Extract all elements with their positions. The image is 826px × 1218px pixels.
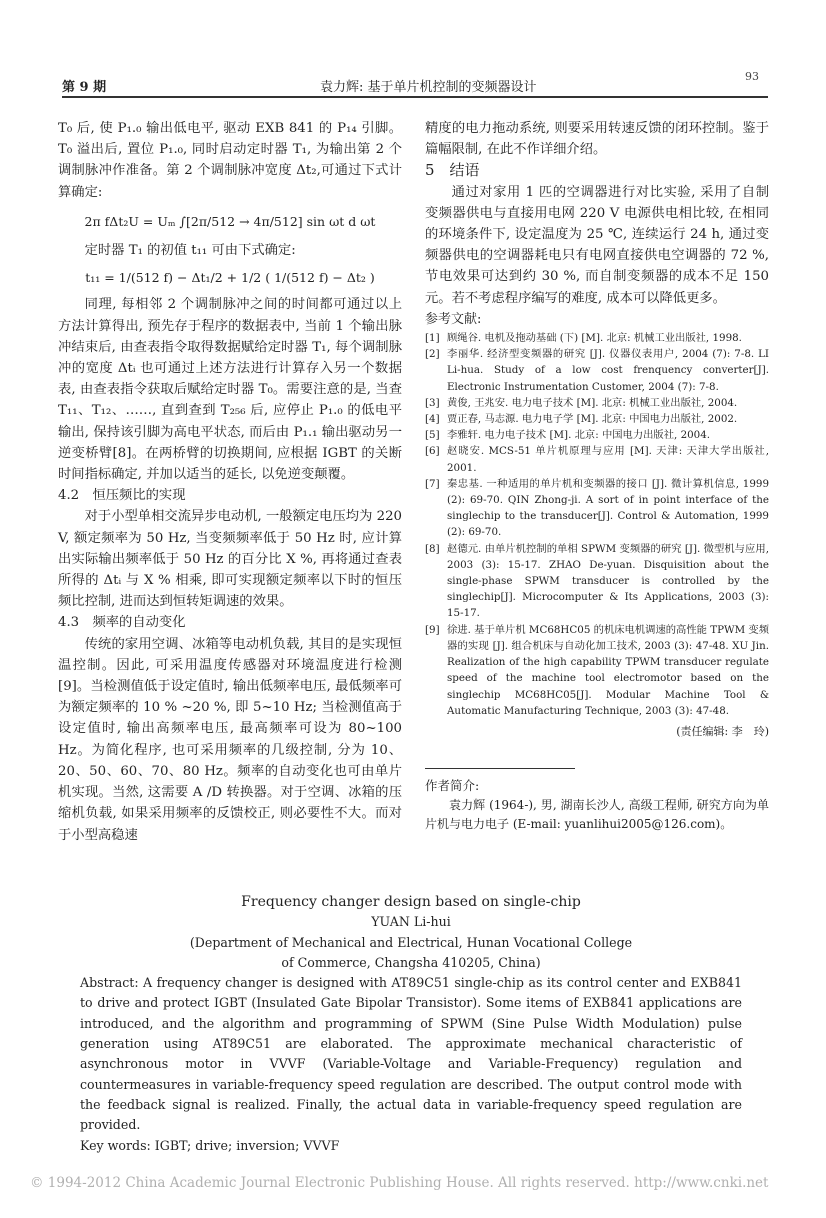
author-divider xyxy=(425,768,575,769)
reference-item: [6] 赵晓安. MCS-51 单片机原理与应用 [M]. 天津: 天津大学出版社, 2001. xyxy=(425,445,769,474)
paragraph: 传统的家用空调、冰箱等电动机负载, 其目的是实现恒温控制。因此, 可采用温度传感器对环境温度进行检测[9]。当检测值低于设定值时, 输出低频率电压, 最低频率可为额定频率的 10 % ~20 %, 即 5~10 Hz; 当检测值高于设定值时, 输出高频率电压, 最高频率可设为 80~100 Hz。为简化程序, 也可采用频率的几级控制, 分为 10、20、50、60、70、80 Hz。频率的自动变化也可由单片机实现。当然, 这需要 A /D 转换器。对于空调、冰箱的压缩机负载, 如果采用频率的反馈校正, 则必要性不大。而对于小型高稳速 xyxy=(58,636,402,843)
reference-item: [3] 黄俊, 王兆安. 电力电子技术 [M]. 北京: 机械工业出版社, 2004. xyxy=(425,396,738,409)
reference-item: [2] 李丽华. 经济型变频器的研究 [J]. 仪器仪表用户, 2004 (7): 7-8. LI Li-hua. Study of a low cost frenquency converter[J]. Electronic Instrumentation Customer, 2004 (7): 7-8. xyxy=(425,348,769,393)
english-affiliation: of Commerce, Changsha 410205, China) xyxy=(281,954,541,970)
references-list xyxy=(425,330,769,719)
english-abstract: Abstract: A frequency changer is designed with AT89C51 single-chip as its control center and EXB841 to drive and protect IGBT (Insulated Gate Bipolar Transistor). Some items of EXB841 applications are introduced, and the algorithm and programming of SPWM (Sine Pulse Width Modulation) pulse generation using AT89C51 are elaborated. The approximate mechanical characteristic of asynchronous motor in VVVF (Variable-Voltage and Variable-Frequency) regulation and countermeasures in variable-frequency speed regulation are described. The output control mode with the feedback signal is realized. Finally, the actual data in variable-frequency speed regulation are provided. xyxy=(80,975,742,1133)
reference-item: [9] 徐进. 基于单片机 MC68HC05 的机床电机调速的高性能 TPWM 变频器的实现 [J]. 组合机床与自动化加工技术, 2003 (3): 47-48. XU Jin. Realization of the high capability TPWM transducer regulate speed of the machine tool electromotor based on the singlechip MC68HC05[J]. Modular Machine Tool & Automatic Manufacturing Technique, 2003 (3): 47-48. xyxy=(425,623,769,717)
copyright-footer: © 1994-2012 China Academic Journal Electronic Publishing House. All rights reserved. http://www.cnki.net xyxy=(30,1175,769,1191)
reference-item: [7] 秦忠基. 一种适用的单片机和变频器的接口 [J]. 微计算机信息, 1999 (2): 69-70. QIN Zhong-ji. A sort of in point interface of the singlechip to the transducer[J]. Control & Automation, 1999 (2): 69-70. xyxy=(425,477,769,539)
formula: 2π fΔt₂U = Uₘ ∫[2π/512 → 4π/512] sin ωt d ωt xyxy=(84,213,376,229)
author-info: 袁力辉 (1964-), 男, 湖南长沙人, 高级工程师, 研究方向为单片机与电力电子 (E-mail: yuanlihui2005@126.com)。 xyxy=(425,798,769,832)
english-title: Frequency changer design based on single-chip xyxy=(241,894,581,910)
reference-item: [5] 李雅轩. 电力电子技术 [M]. 北京: 中国电力出版社, 2004. xyxy=(425,429,711,442)
english-affiliation: (Department of Mechanical and Electrical, Hunan Vocational College xyxy=(189,934,633,950)
paragraph: 通过对家用 1 匹的空调器进行对比实验, 采用了自制变频器供电与直接用电网 220 V 电源供电相比较, 在相同的环境条件下, 设定温度为 25 ℃, 连续运行 24 h, 通过变频器供电的空调器耗电只有电网直接供电空调器的 72 %, 节电效果可达到约 30 %, 而自制变频器的成本不足 150 元。若不考虑程序编写的难度, 成本可以降低更多。 xyxy=(425,184,769,306)
reference-item: [8] 赵德元. 由单片机控制的单相 SPWM 变频器的研究 [J]. 微型机与应用, 2003 (3): 15-17. ZHAO De-yuan. Disquisition about the single-phase SPWM transducer is controlled by the singlechip[J]. Microcomputer & Its Applications, 2003 (3): 15-17. xyxy=(425,542,769,620)
section-heading: 5 结语 xyxy=(425,161,480,180)
paragraph: 同理, 每相邻 2 个调制脉冲之间的时间都可通过以上方法计算得出, 预先存于程序的数据表中, 当前 1 个输出脉冲结束后, 由查表指令取得数据赋给定时器 T₁, 每个调制脉冲的宽度 Δtᵢ 也可通过上述方法进行计算存入另一个数据表, 由查表指令获取后赋给定时器 T₀。需要注意的是, 当查 T₁₁、T₁₂、……, 直到查到 T₂₅₆ 后, 应停止 P₁.₀ 的低电平输出, 保持该引脚为高电平状态, 而后由 P₁.₁ 输出驱动另一逆变桥臂[8]。在两桥臂的切换期间, 应根据 IGBT 的关断时间指标确定, 并加以适当的延长, 以免逆变颠覆。 xyxy=(58,297,402,483)
section-heading: 4.2 恒压频比的实现 xyxy=(58,488,186,504)
running-title: 袁力辉: 基于单片机控制的变频器设计 xyxy=(320,80,537,95)
page-number: 93 xyxy=(745,70,759,83)
reference-item: [1] 顾绳谷. 电机及拖动基础 (下) [M]. 北京: 机械工业出版社, 1998. xyxy=(425,332,742,345)
english-author: YUAN Li-hui xyxy=(371,914,451,930)
formula: t₁₁ = 1/(512 f) − Δt₁/2 + 1/2 ( 1/(512 f) − Δt₂ ) xyxy=(85,270,375,286)
section-heading: 4.3 频率的自动变化 xyxy=(58,615,186,631)
right-column xyxy=(425,118,769,834)
paragraph: 精度的电力拖动系统, 则要采用转速反馈的闭环控制。鉴于篇幅限制, 在此不作详细介绍。 xyxy=(425,121,769,158)
paragraph: 定时器 T₁ 的初值 t₁₁ 可由下式确定: xyxy=(84,243,296,259)
author-info-title: 作者简介: xyxy=(425,778,480,794)
paragraph: 对于小型单相交流异步电动机, 一般额定电压均为 220 V, 额定频率为 50 Hz, 当变频频率低于 50 Hz 时, 应计算出实际输出频率低于 50 Hz 的百分比 X %, 再将通过查表所得的 Δtᵢ 与 X % 相乘, 即可实现额定频率以下时的恒压频比控制, 进而达到恒转矩调速的效果。 xyxy=(58,509,402,610)
left-column xyxy=(58,118,402,846)
editor-note: (责任编辑: 李 玲) xyxy=(676,724,769,738)
paragraph: T₀ 后, 使 P₁.₀ 输出低电平, 驱动 EXB 841 的 P₁₄ 引脚。T₀ 溢出后, 置位 P₁.₀, 同时启动定时器 T₁, 为输出第 2 个调制脉冲作准备。第 2 个调制脉冲宽度 Δt₂,可通过下式计算确定: xyxy=(58,121,402,200)
journal-issue: 第 9 期 xyxy=(62,80,107,95)
english-abstract-block xyxy=(80,892,742,1156)
english-keywords: Key words: IGBT; drive; inversion; VVVF xyxy=(80,1137,340,1153)
references-title: 参考文献: xyxy=(425,311,482,327)
reference-item: [4] 贾正春, 马志源. 电力电子学 [M]. 北京: 中国电力出版社, 2002. xyxy=(425,413,738,426)
header-rule xyxy=(62,96,768,98)
